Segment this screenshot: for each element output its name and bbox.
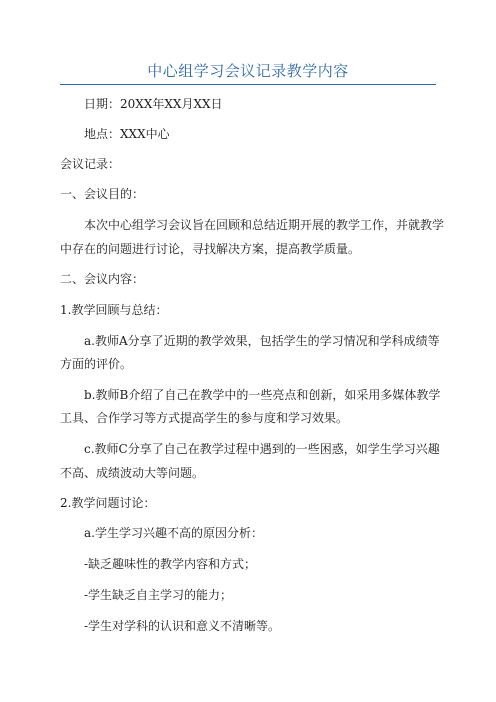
bullet-item: -学生缺乏自主学习的能力； [84,588,233,602]
location-line: 地点：XXX中心 [84,127,170,141]
record-label: 会议记录： [60,157,121,171]
section-heading-purpose: 一、会议目的： [60,187,145,201]
subsection-heading-review: 1.教学回顾与总结： [60,303,168,317]
item-b-line2: 工具、合作学习等方式提高学生的参与度和学习效果。 [60,411,349,425]
item-c-line1: c.教师C分享了自己在教学过程中遇到的一些困惑，如学生学习兴趣 [84,442,440,456]
subsection-heading-discussion: 2.教学问题讨论： [60,496,156,510]
purpose-paragraph-line1: 本次中心组学习会议旨在回顾和总结近期开展的教学工作，并就教学 [84,218,445,232]
purpose-paragraph-line2: 中存在的问题进行讨论，寻找解决方案，提高教学质量。 [60,242,361,256]
discussion-item-a: a.学生学习兴趣不高的原因分析： [84,526,263,540]
bullet-item: -学生对学科的认识和意义不清晰等。 [84,619,281,633]
document-title: 中心组学习会议记录教学内容 [147,62,349,80]
bullet-item: -缺乏趣味性的教学内容和方式； [84,557,257,571]
item-b-line1: b.教师B介绍了自己在教学中的一些亮点和创新，如采用多媒体教学 [84,388,441,402]
date-line: 日期：20XX年XX月XX日 [84,97,223,111]
title-underline [60,84,436,85]
item-a-line2: 方面的评价。 [60,357,133,371]
section-heading-content: 二、会议内容： [60,272,145,286]
item-c-line2: 不高、成绩波动大等问题。 [60,466,205,480]
item-a-line1: a.教师A分享了近期的教学效果，包括学生的学习情况和学科成绩等 [84,334,440,348]
